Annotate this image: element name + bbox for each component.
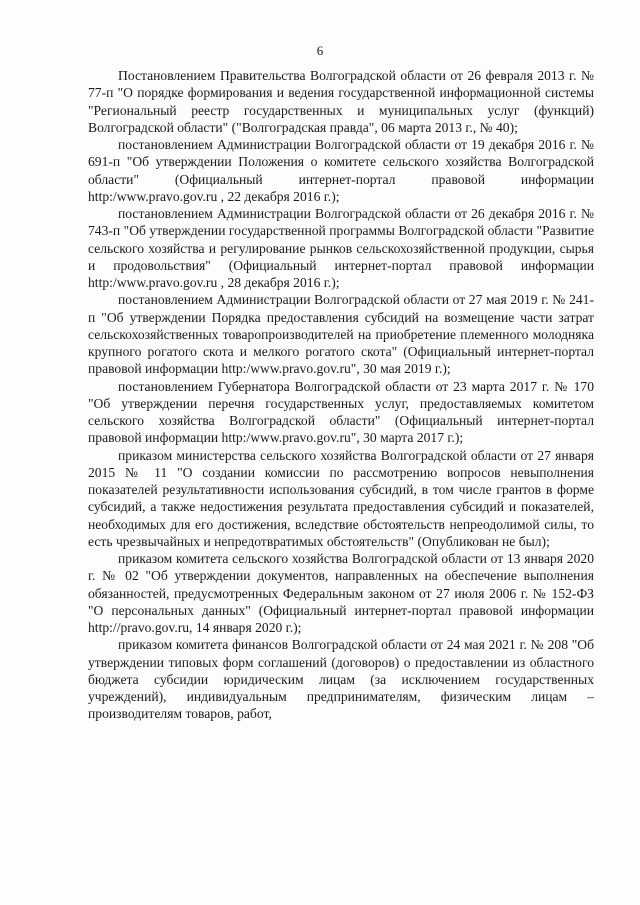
paragraph-6: приказом министерства сельского хозяйства Волгоградской области от 27 января 2015 № 11 "О создании комиссии по рассмотрению вопросов невыполнения показателей результативности использования субсидий, в том числе грантов в форме субсидий, а также недостижения результата предоставления субсидий и показателей, необходимых для его достижения, вследствие обстоятельств непреодолимой силы, то есть чрезвычайных и непредотвратимых обстоятельств" (Опубликован не был); (88, 447, 594, 549)
paragraph-1: Постановлением Правительства Волгоградской области от 26 февраля 2013 г. № 77-п "О порядке формирования и ведения государственной информационной системы "Региональный реестр государственных и муниципальных услуг (функций) Волгоградской области" ("Волгоградская правда", 06 марта 2013 г., № 40); (88, 68, 594, 135)
page-number: 6 (316, 43, 324, 58)
document-body (88, 67, 594, 723)
paragraph-3: постановлением Администрации Волгоградской области от 26 декабря 2016 г. № 743-п "Об утверждении государственной программы Волгоградской области "Развитие сельского хозяйства и регулирование рынков сельскохозяйственной продукции, сырья и продовольствия" (Официальный интернет-портал правовой информации http:/www.pravo.gov.ru , 28 декабря 2016 г.); (88, 206, 594, 290)
paragraph-4: постановлением Администрации Волгоградской области от 27 мая 2019 г. № 241-п "Об утверждении Порядка предоставления субсидий на возмещение части затрат сельскохозяйственных товаропроизводителей на приобретение племенного молодняка крупного рогатого скота и мелкого рогатого скота" (Официальный интернет-портал правовой информации http:/www.pravo.gov.ru", 30 мая 2019 г.); (88, 292, 594, 377)
paragraph-8: приказом комитета финансов Волгоградской области от 24 мая 2021 г. № 208 "Об утверждении типовых форм соглашений (договоров) о предоставлении из областного бюджета субсидии юридическим лицам (за исключением государственных учреждений), индивидуальным предпринимателям, физическим лицам – производителям товаров, работ, (88, 637, 594, 722)
paragraph-7: приказом комитета сельского хозяйства Волгоградской области от 13 января 2020 г. № 02 "Об утверждении документов, направленных на обеспечение выполнения обязанностей, предусмотренных Федеральным законом от 27 июля 2006 г. № 152-ФЗ "О персональных данных" (Официальный интернет-портал правовой информации http://pravo.gov.ru, 14 января 2020 г.); (88, 551, 594, 635)
paragraph-5: постановлением Губернатора Волгоградской области от 23 марта 2017 г. № 170 "Об утверждении перечня государственных услуг, предоставляемых комитетом сельского хозяйства Волгоградской области" (Официальный интернет-портал правовой информации http:/www.pravo.gov.ru", 30 марта 2017 г.); (88, 378, 594, 446)
paragraph-2: постановлением Администрации Волгоградской области от 19 декабря 2016 г. № 691-п "Об утверждении Положения о комитете сельского хозяйства Волгоградской области" (Официальный интернет-портал правовой информации http:/www.pravo.gov.ru , 22 декабря 2016 г.); (88, 137, 594, 204)
